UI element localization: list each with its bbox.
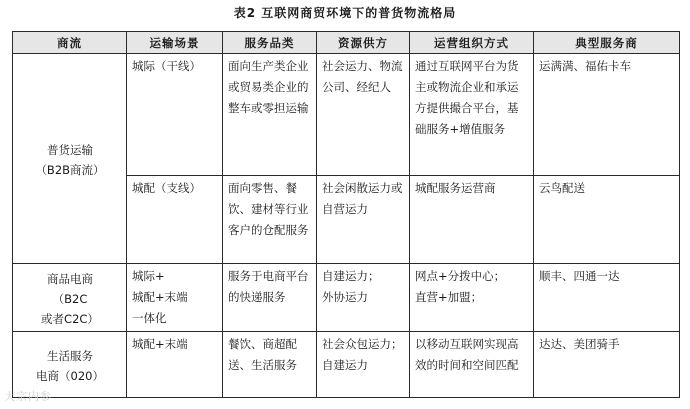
table-row — [13, 54, 680, 176]
cell-line: （B2C — [52, 291, 88, 306]
supplier-cell: 社会闲散运力或自营运力 — [317, 176, 410, 264]
cell-line: 普货运输 — [47, 142, 93, 157]
category-cell — [13, 264, 127, 332]
header-cell: 运输场景 — [127, 32, 223, 54]
category-cell — [13, 54, 127, 264]
cell-line: 直营+加盟； — [415, 290, 483, 304]
header-cell: 服务品类 — [223, 32, 317, 54]
logistics-table — [12, 31, 680, 398]
cell-line: 商品电商 — [47, 271, 93, 286]
cell-line: 网点+分拨中心； — [415, 269, 506, 283]
header-cell: 资源供方 — [317, 32, 410, 54]
service-cell: 服务于电商平台的快递服务 — [223, 264, 317, 332]
operation-cell: 通过互联网平台为货主或物流企业和承运方提供撮合平台，基础服务+增值服务 — [410, 54, 534, 176]
supplier-cell: 社会众包运力；自建运力 — [317, 332, 410, 398]
table-title: 表2 互联网商贸环境下的普货物流格局 — [233, 6, 457, 20]
watermark: 大宗内参 — [4, 390, 52, 403]
operation-cell: 城配服务运营商 — [410, 176, 534, 264]
table-row — [13, 332, 680, 398]
cell-line: 城际+ — [132, 269, 165, 283]
header-cell: 典型服务商 — [534, 32, 680, 54]
supplier-cell: 社会运力、物流公司、经纪人 — [317, 54, 410, 176]
header-cell: 运营组织方式 — [410, 32, 534, 54]
provider-cell: 运满满、福佑卡车 — [534, 54, 680, 176]
operation-cell — [410, 264, 534, 332]
scene-cell: 城配+末端 — [127, 332, 223, 398]
cell-line: （B2B商流） — [35, 162, 105, 177]
cell-line: 外协运力 — [322, 290, 368, 304]
cell-line: 城配+末端 — [132, 290, 188, 304]
service-cell: 面向生产类企业或贸易类企业的整车或零担运输 — [223, 54, 317, 176]
cell-line: 或者C2C） — [41, 311, 99, 326]
header-row — [13, 32, 680, 54]
cell-line: 一体化 — [132, 311, 167, 325]
scene-cell: 城配（支线） — [127, 176, 223, 264]
service-cell: 餐饮、商超配送、生活服务 — [223, 332, 317, 398]
provider-cell: 云鸟配送 — [534, 176, 680, 264]
header-cell: 商流 — [13, 32, 127, 54]
scene-cell: 城际（干线） — [127, 54, 223, 176]
service-cell: 面向零售、餐饮、建材等行业客户的仓配服务 — [223, 176, 317, 264]
cell-line: 自建运力； — [322, 269, 380, 283]
cell-line: 电商（020） — [36, 368, 104, 383]
table-row — [13, 264, 680, 332]
scene-cell — [127, 264, 223, 332]
provider-cell: 达达、美团骑手 — [534, 332, 680, 398]
operation-cell: 以移动互联网实现高效的时间和空间匹配 — [410, 332, 534, 398]
cell-line: 生活服务 — [47, 348, 93, 363]
provider-cell: 顺丰、四通一达 — [534, 264, 680, 332]
supplier-cell — [317, 264, 410, 332]
